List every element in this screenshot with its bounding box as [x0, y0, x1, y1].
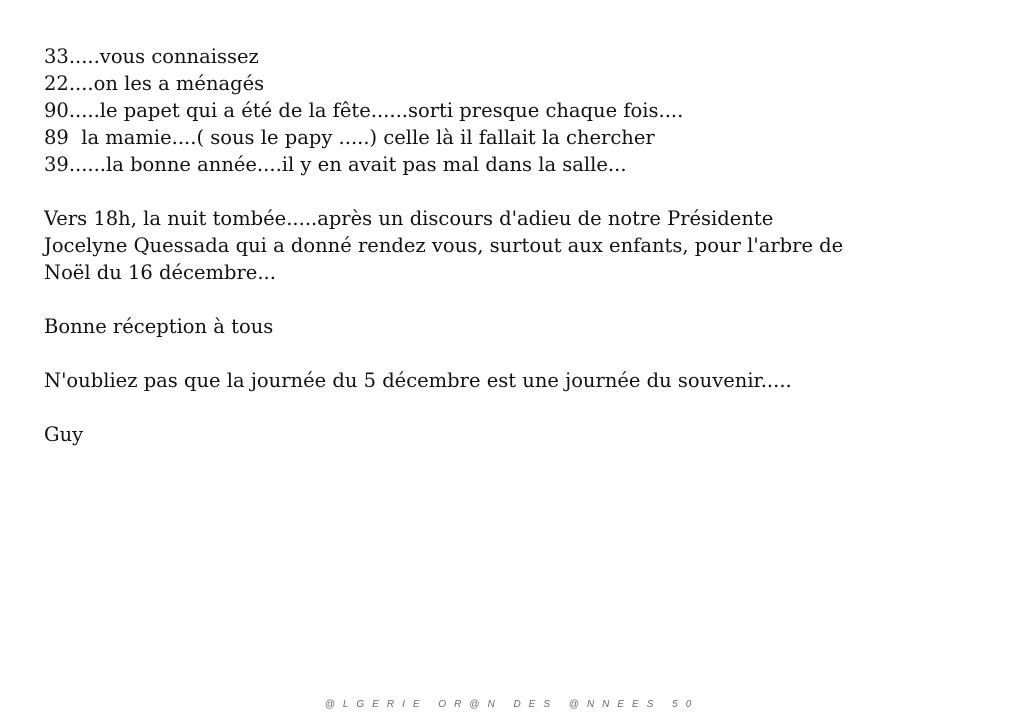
list-line: 89 la mamie....( sous le papy .....) celle là il fallait la chercher	[44, 126, 655, 149]
list-line: 33.....vous connaissez	[44, 45, 259, 68]
farewell-line: Noël du 16 décembre...	[44, 261, 276, 284]
page-footer: @LGERIE OR@N DES @NNEES 50	[324, 699, 700, 710]
farewell-line: Vers 18h, la nuit tombée.....après un discours d'adieu de notre Présidente	[44, 207, 774, 230]
reminder-paragraph	[44, 367, 1004, 394]
reminder-text: N'oubliez pas que la journée du 5 décembre est une journée du souvenir.....	[44, 369, 792, 392]
list-line: 22....on les a ménagés	[44, 72, 265, 95]
greeting-paragraph	[44, 313, 1004, 340]
signature: Guy	[44, 423, 84, 446]
letter-body	[44, 43, 1004, 448]
farewell-line: Jocelyne Quessada qui a donné rendez vous, surtout aux enfants, pour l'arbre de	[44, 234, 844, 257]
list-line: 90.....le papet qui a été de la fête......sorti presque chaque fois....	[44, 99, 684, 122]
list-line: 39......la bonne année....il y en avait pas mal dans la salle...	[44, 153, 627, 176]
list-paragraph	[44, 43, 1004, 178]
farewell-paragraph	[44, 205, 1004, 286]
greeting-text: Bonne réception à tous	[44, 315, 274, 338]
